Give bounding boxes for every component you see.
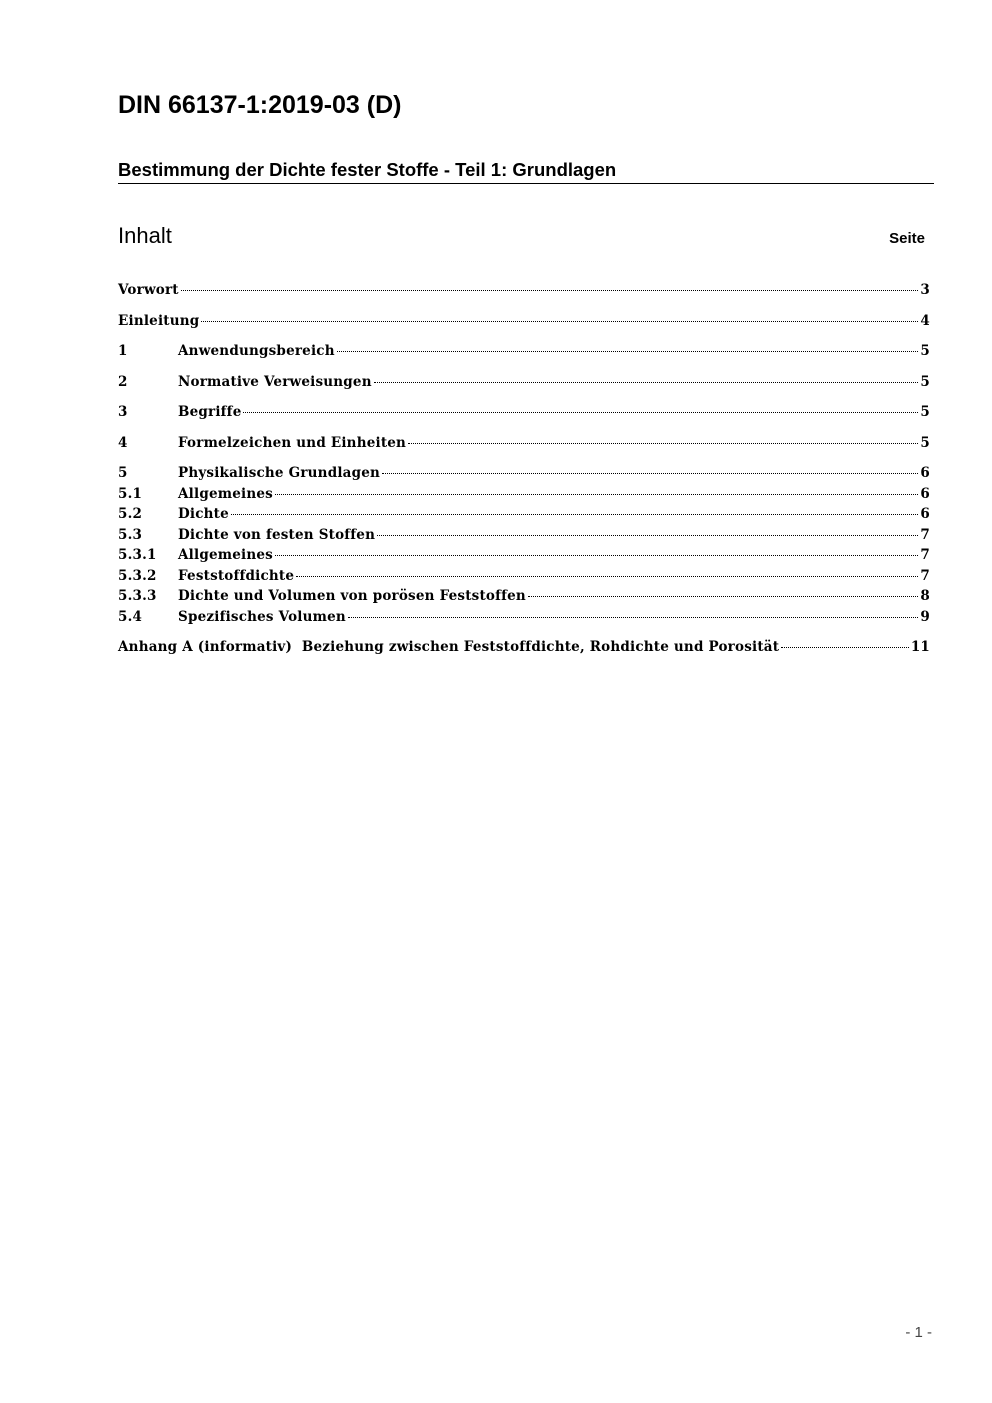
toc-entry-number: 5.4 (118, 608, 143, 625)
toc-dot-leader (528, 586, 919, 597)
toc-dot-leader (377, 525, 918, 536)
toc-dot-leader (348, 607, 919, 618)
toc-entry-5-3[interactable] (118, 525, 930, 546)
page-number: - 1 - (905, 1324, 932, 1341)
toc-entry-5[interactable] (118, 463, 930, 484)
toc-entry-3[interactable] (118, 402, 930, 423)
toc-entry-1[interactable] (118, 341, 930, 362)
toc-entry-page: 3 (920, 282, 930, 298)
toc-entry-5-3-1[interactable] (118, 545, 930, 566)
toc-entry-number: 5.3.1 (118, 547, 157, 563)
toc-dot-leader (243, 402, 918, 413)
toc-entry-label: Dichte von festen Stoffen (178, 526, 376, 543)
toc-entry-2[interactable] (118, 372, 930, 393)
toc-entry-label: Vorwort (118, 282, 179, 298)
toc-entry-label: Spezifisches Volumen (178, 608, 346, 625)
toc-entry-5-3-2[interactable] (118, 566, 930, 587)
toc-entry-label: Allgemeines (178, 547, 273, 563)
toc-entry-label: Begriffe (178, 404, 242, 420)
toc-dot-leader (296, 566, 918, 577)
toc-entry-page: 9 (920, 608, 930, 625)
toc-entry-page: 11 (910, 639, 930, 655)
toc-entry-einleitung[interactable] (118, 311, 930, 332)
toc-entry-label: Anhang A (informativ) Beziehung zwischen Feststoffdichte, Rohdichte und Porosität (118, 639, 780, 655)
toc-entry-number: 5.1 (118, 485, 143, 502)
toc-entry-number: 1 (118, 343, 128, 359)
toc-entry-4[interactable] (118, 433, 930, 454)
toc-dot-leader (231, 504, 919, 515)
toc-entry-number: 5.3.2 (118, 567, 157, 584)
toc-entry-page: 6 (920, 506, 930, 522)
toc-entry-number: 3 (118, 404, 128, 420)
toc-entry-label: Einleitung (118, 312, 200, 329)
toc-entry-page: 5 (920, 373, 930, 390)
table-of-contents (118, 280, 930, 658)
toc-entry-page: 7 (920, 567, 930, 584)
toc-entry-label: Dichte (178, 506, 229, 522)
toc-dot-leader (374, 372, 919, 383)
toc-page-column-heading: Seite (889, 230, 925, 247)
toc-entry-label: Allgemeines (178, 485, 273, 502)
toc-entry-page: 6 (920, 485, 930, 502)
toc-entry-page: 5 (920, 434, 930, 451)
document-title: DIN 66137-1:2019-03 (D) (118, 91, 402, 119)
toc-dot-leader (337, 341, 919, 352)
toc-entry-page: 5 (920, 343, 930, 359)
toc-entry-label: Anwendungsbereich (178, 343, 335, 359)
toc-entry-5-4[interactable] (118, 607, 930, 628)
toc-entry-5-2[interactable] (118, 504, 930, 525)
toc-entry-5-1[interactable] (118, 484, 930, 505)
toc-entry-page: 5 (920, 404, 930, 420)
toc-entry-page: 7 (920, 547, 930, 563)
toc-entry-number: 4 (118, 434, 128, 451)
toc-entry-5-3-3[interactable] (118, 586, 930, 607)
toc-entry-label: Formelzeichen und Einheiten (178, 434, 407, 451)
document-subtitle: Bestimmung der Dichte fester Stoffe - Teil 1: Grundlagen (118, 158, 934, 184)
toc-entry-label: Dichte und Volumen von porösen Feststoffen (178, 588, 526, 604)
toc-entry-number: 5.3 (118, 526, 143, 543)
toc-entry-anhang-a[interactable] (118, 637, 930, 658)
toc-entry-page: 4 (920, 312, 930, 329)
toc-dot-leader (408, 433, 918, 444)
toc-dot-leader (201, 311, 918, 322)
toc-dot-leader (275, 545, 918, 556)
toc-dot-leader (181, 280, 919, 291)
toc-dot-leader (781, 637, 909, 648)
toc-entry-label: Physikalische Grundlagen (178, 465, 381, 481)
toc-entry-page: 8 (920, 588, 930, 604)
toc-dot-leader (382, 463, 918, 474)
toc-dot-leader (275, 484, 918, 495)
toc-entry-number: 5.2 (118, 506, 143, 522)
toc-entry-label: Normative Verweisungen (178, 373, 372, 390)
toc-entry-label: Feststoffdichte (178, 567, 295, 584)
toc-entry-number: 5 (118, 465, 128, 481)
toc-entry-number: 5.3.3 (118, 588, 157, 604)
toc-heading: Inhalt (118, 223, 172, 248)
toc-entry-number: 2 (118, 373, 128, 390)
toc-entry-vorwort[interactable] (118, 280, 930, 301)
toc-entry-page: 6 (920, 465, 930, 481)
toc-entry-page: 7 (920, 526, 930, 543)
